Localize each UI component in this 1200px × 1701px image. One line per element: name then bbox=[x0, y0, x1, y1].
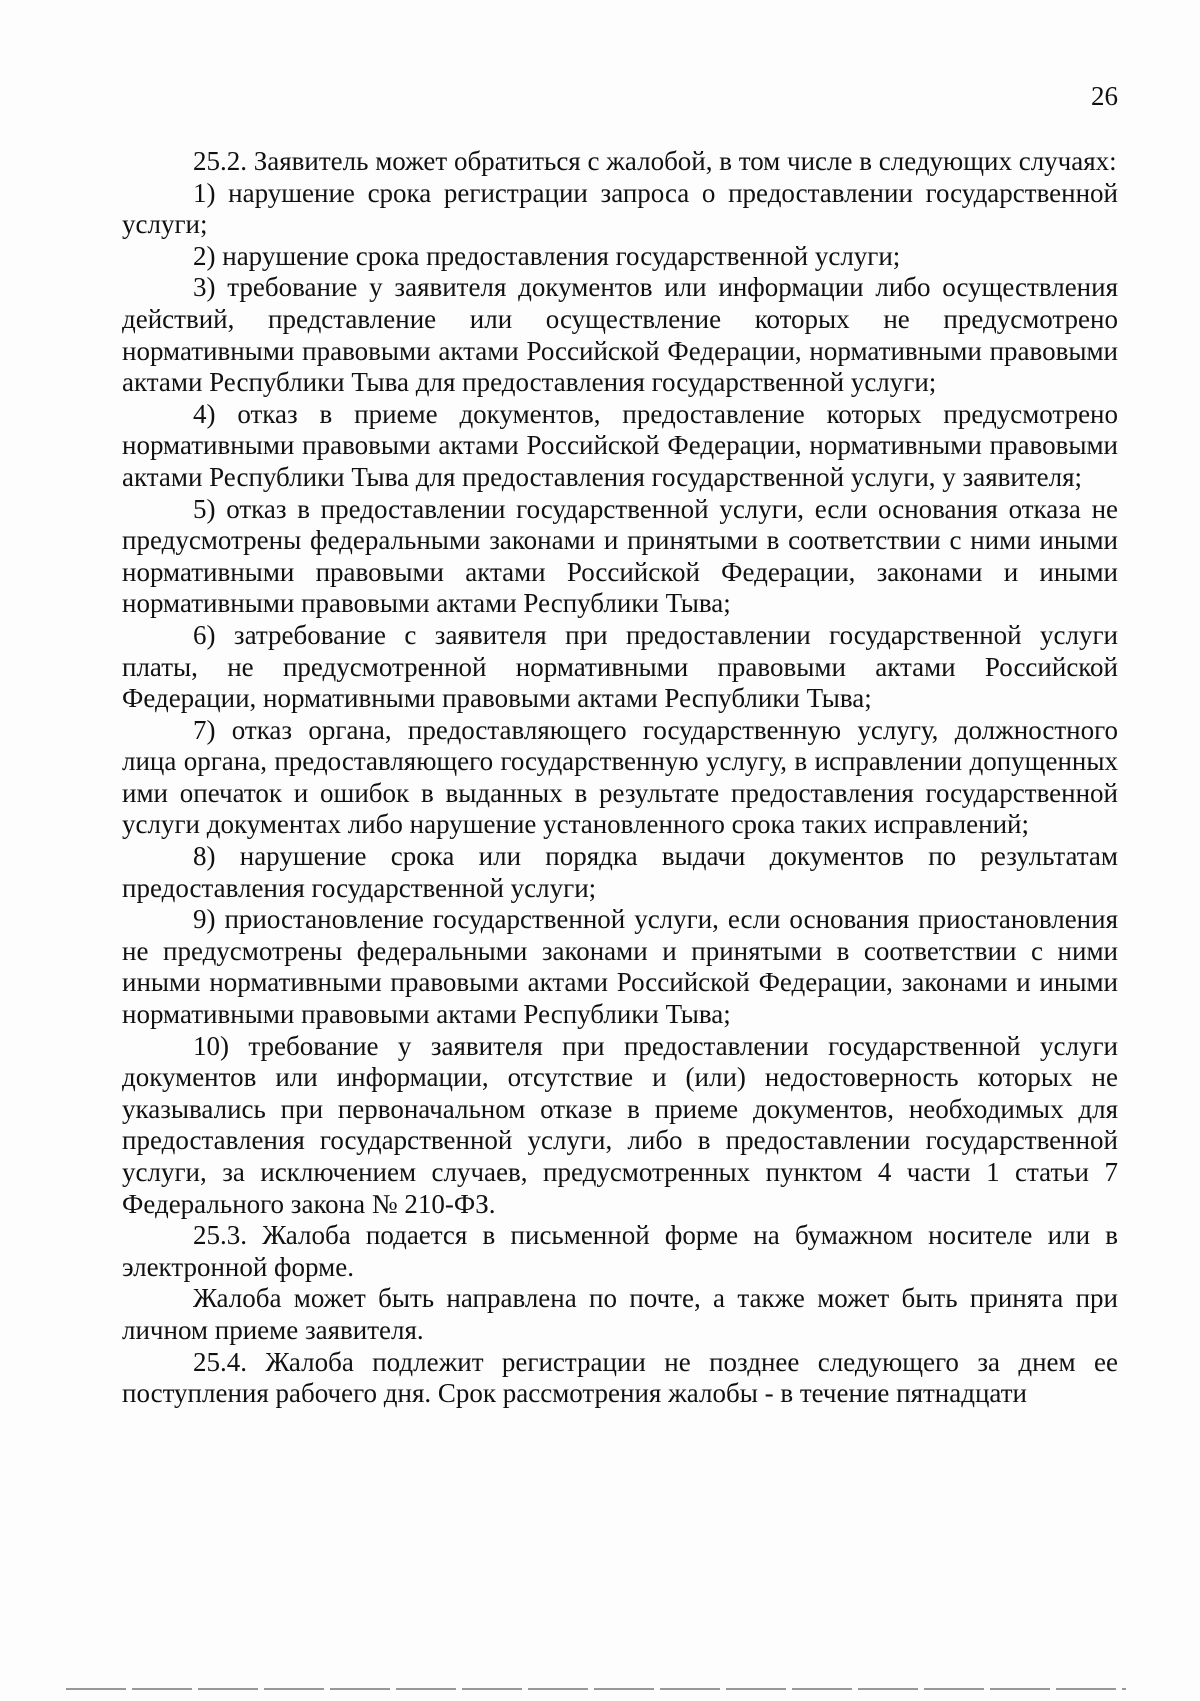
paragraph-item-3: 3) требование у заявителя документов или информации либо осуществления действий, представление или осуществление которых не предусмотрено нормативными правовыми актами Российской Федерации, нормативными правовыми актами Республики Тыва для предоставления государственной услуги; bbox=[122, 272, 1118, 398]
paragraph-item-8: 8) нарушение срока или порядка выдачи документов по результатам предоставления государственной услуги; bbox=[122, 841, 1118, 903]
paragraph-mail-delivery: Жалоба может быть направлена по почте, а также может быть принята при личном приеме заявителя. bbox=[122, 1283, 1118, 1345]
paragraph-item-5: 5) отказ в предоставлении государственной услуги, если основания отказа не предусмотрены федеральными законами и принятыми в соответствии с ними иными нормативными правовыми актами Российской Федерации, законами и иными нормативными правовыми актами Республики Тыва; bbox=[122, 493, 1118, 619]
document-body bbox=[122, 146, 1118, 1410]
page-number: 26 bbox=[1091, 81, 1118, 111]
paragraph-25-3: 25.3. Жалоба подается в письменной форме на бумажном носителе или в электронной форме. bbox=[122, 1220, 1118, 1282]
paragraph-item-2: 2) нарушение срока предоставления государственной услуги; bbox=[193, 240, 901, 271]
paragraph-25-4: 25.4. Жалоба подлежит регистрации не позднее следующего за днем ее поступления рабочего дня. Срок рассмотрения жалобы - в течение пятнадцати bbox=[122, 1346, 1118, 1409]
paragraph-item-7: 7) отказ органа, предоставляющего государственную услугу, должностного лица органа, предоставляющего государственную услугу, в исправлении допущенных ими опечаток и ошибок в выданных в результате предоставления государственной услуги документах либо нарушение установленного срока таких исправлений; bbox=[122, 714, 1118, 840]
paragraph-item-6: 6) затребование с заявителя при предоставлении государственной услуги платы, не предусмотренной нормативными правовыми актами Российской Федерации, нормативными правовыми актами Республики Тыва; bbox=[122, 619, 1118, 714]
paragraph-item-10: 10) требование у заявителя при предоставлении государственной услуги документов или информации, отсутствие и (или) недостоверность которых не указывались при первоначальном отказе в приеме документов, необходимых для предоставления государственной услуги, либо в предоставлении государственной услуги, за исключением случаев, предусмотренных пунктом 4 части 1 статьи 7 Федерального закона № 210-ФЗ. bbox=[122, 1030, 1118, 1219]
paragraph-item-9: 9) приостановление государственной услуги, если основания приостановления не предусмотрены федеральными законами и принятыми в соответствии с ними иными нормативными правовыми актами Российской Федерации, законами и иными нормативными правовыми актами Республики Тыва; bbox=[122, 904, 1118, 1030]
footer-rule bbox=[66, 1688, 1126, 1690]
paragraph-25-2: 25.2. Заявитель может обратиться с жалобой, в том числе в следующих случаях: bbox=[193, 146, 1117, 176]
paragraph-item-1: 1) нарушение срока регистрации запроса о предоставлении государственной услуги; bbox=[122, 177, 1118, 240]
paragraph-item-4: 4) отказ в приеме документов, предоставление которых предусмотрено нормативными правовыми актами Российской Федерации, нормативными правовыми актами Республики Тыва для предоставления государственной услуги, у заявителя; bbox=[122, 398, 1118, 492]
